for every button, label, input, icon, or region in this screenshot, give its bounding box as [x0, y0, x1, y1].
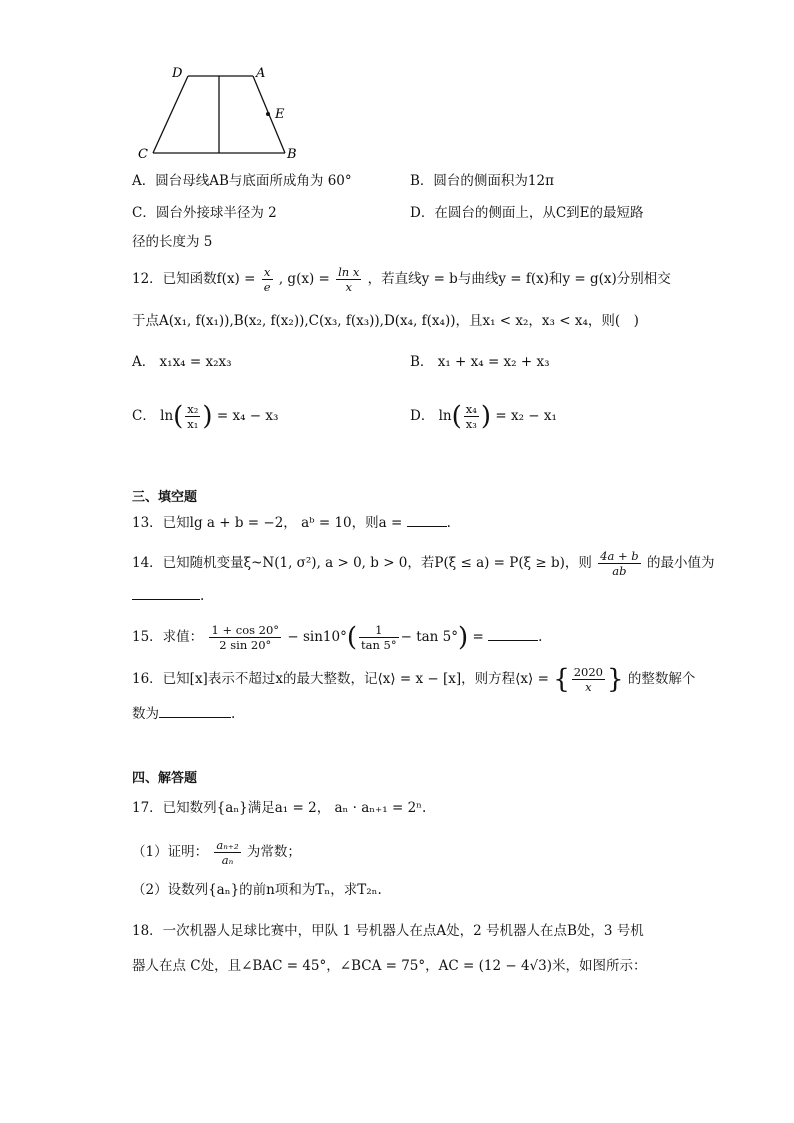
q12-option-c-fraction	[185, 402, 200, 431]
q12-option-a: A． x₁x₄ = x₂x₃	[132, 354, 232, 370]
q15-num1: 1 + cos 20°	[211, 623, 280, 637]
right-paren-icon: )	[480, 401, 492, 432]
q12-g-fraction	[336, 265, 361, 294]
q11-option-b: B．圆台的侧面积为12π	[410, 173, 554, 189]
q16-line2-text: 数为	[132, 706, 159, 722]
q12-g-den: x	[345, 280, 352, 294]
q16-end: .	[231, 706, 236, 722]
q15-den1: 2 sin 20°	[219, 638, 272, 652]
q16-line2	[132, 703, 235, 724]
label-A: A	[256, 66, 266, 81]
q15-eq: =	[472, 629, 484, 645]
q15-answer-blank[interactable]	[488, 626, 538, 641]
point-E	[266, 112, 270, 116]
q15-prefix: 15．求值：	[132, 629, 204, 645]
q14-den: ab	[612, 564, 627, 578]
label-C: C	[138, 147, 148, 162]
right-paren-icon: )	[202, 401, 213, 432]
q12-intro-tail: ，若直线y = b与曲线y = f(x)和y = g(x)分别相交	[367, 271, 671, 287]
q12-option-d-prefix: D． ln	[410, 408, 452, 424]
q13-end: .	[446, 515, 451, 531]
q12-option-c-prefix: C． ln	[132, 408, 174, 424]
q12-option-c	[132, 402, 278, 431]
q15-inner: − tan 5°	[400, 629, 459, 645]
q12-sep: , g(x) =	[278, 271, 330, 287]
left-brace-icon: {	[553, 664, 570, 695]
q16	[132, 665, 695, 694]
q12-g-num: ln x	[338, 265, 360, 279]
q16-num: 2020	[573, 665, 604, 679]
q16-fraction	[572, 665, 605, 694]
q14-answer-line	[132, 585, 204, 606]
q14-answer-blank[interactable]	[132, 585, 200, 600]
q11-option-d-line2: 径的长度为 5	[132, 234, 213, 250]
q12-option-c-suffix: = x₄ − x₃	[216, 408, 279, 424]
left-paren-icon: (	[173, 401, 184, 432]
q16-den: x	[585, 680, 592, 694]
edge-DC	[153, 76, 188, 153]
q12-stem-line1	[132, 265, 671, 294]
q14-fraction	[598, 549, 640, 578]
section-fill-in-heading: 三、填空题	[132, 490, 198, 505]
q17-fraction	[214, 838, 240, 867]
q15-end: .	[538, 629, 543, 645]
q15-fraction-1	[209, 623, 281, 652]
q11-option-a: A．圆台母线AB与底面所成角为 60°	[132, 173, 352, 189]
q14-num: 4a + b	[600, 549, 639, 563]
q18-line2: 器人在点 C处，且∠BAC = 45°，∠BCA = 75°，AC = (12 − 4√3)米，如图所示：	[132, 958, 647, 974]
q15-mid: − sin10°	[287, 629, 347, 645]
q17-part1-suffix: 为常数；	[246, 844, 301, 860]
q16-tail: 的整数解个	[627, 671, 696, 687]
q12-f-num: x	[262, 265, 273, 280]
q15-num2: 1	[359, 623, 399, 638]
q15-den2: tan 5°	[361, 638, 397, 652]
q17-num: aₙ₊₂	[216, 838, 239, 852]
q11-option-d-line1: D．在圆台的侧面上，从C到E的最短路	[410, 205, 644, 221]
q17-den: aₙ	[221, 853, 234, 867]
q14-end: .	[200, 588, 205, 604]
section-answer-heading: 四、解答题	[132, 771, 198, 786]
q12-intro: 12．已知函数f(x) =	[132, 271, 256, 287]
q12-option-c-den: x₁	[187, 417, 199, 431]
q12-option-d-den: x₃	[465, 417, 477, 431]
q17-part1-prefix: （1）证明：	[132, 844, 209, 860]
q17-part2: （2）设数列{aₙ}的前n项和为Tₙ，求T₂ₙ.	[132, 882, 382, 898]
right-brace-icon: }	[607, 664, 624, 695]
q12-option-d-suffix: = x₂ − x₁	[495, 408, 557, 424]
left-paren-icon: (	[451, 401, 462, 432]
q12-option-b: B． x₁ + x₄ = x₂ + x₃	[410, 354, 550, 370]
q13-answer-blank[interactable]	[407, 512, 447, 527]
q14	[132, 549, 714, 578]
trapezoid-figure	[135, 62, 305, 166]
label-B: B	[287, 147, 297, 162]
q12-option-d-num: x₄	[465, 402, 477, 416]
q13	[132, 512, 451, 533]
q16-text: 16．已知[x]表示不超过x的最大整数，记⟨x⟩ = x − [x]，则方程⟨x⟩ =	[132, 671, 549, 687]
left-paren-icon: (	[346, 622, 357, 653]
q15-fraction-2	[359, 623, 399, 652]
q16-answer-blank[interactable]	[159, 703, 231, 718]
q12-stem-line2: 于点A(x₁, f(x₁)),B(x₂, f(x₂)),C(x₃, f(x₃)),D(x₄, f(x₄))，且x₁ < x₂，x₃ < x₄，则( )	[132, 313, 639, 329]
q13-text: 13．已知lg a + b = −2， aᵇ = 10，则a =	[132, 515, 403, 531]
q17-stem: 17．已知数列{aₙ}满足a₁ = 2， aₙ · aₙ₊₁ = 2ⁿ.	[132, 800, 427, 816]
label-E: E	[275, 107, 285, 122]
q17-part1	[132, 838, 301, 867]
right-paren-icon: )	[458, 622, 469, 653]
q12-option-d-fraction	[464, 402, 479, 431]
q12-f-den: e	[263, 280, 271, 294]
label-D: D	[172, 66, 183, 81]
q14-text: 14．已知随机变量ξ~N(1, σ²), a > 0, b > 0，若P(ξ ≤ a) = P(ξ ≥ b)，则	[132, 555, 592, 571]
q14-tail: 的最小值为	[646, 555, 715, 571]
q15	[132, 623, 542, 652]
q12-f-fraction	[262, 265, 273, 294]
q12-option-d	[410, 402, 557, 431]
q12-option-c-num: x₂	[187, 402, 199, 416]
q18-line1: 18．一次机器人足球比赛中，甲队 1 号机器人在点A处，2 号机器人在点B处，3 号机	[132, 923, 644, 939]
q11-option-c: C．圆台外接球半径为 2	[132, 205, 277, 221]
